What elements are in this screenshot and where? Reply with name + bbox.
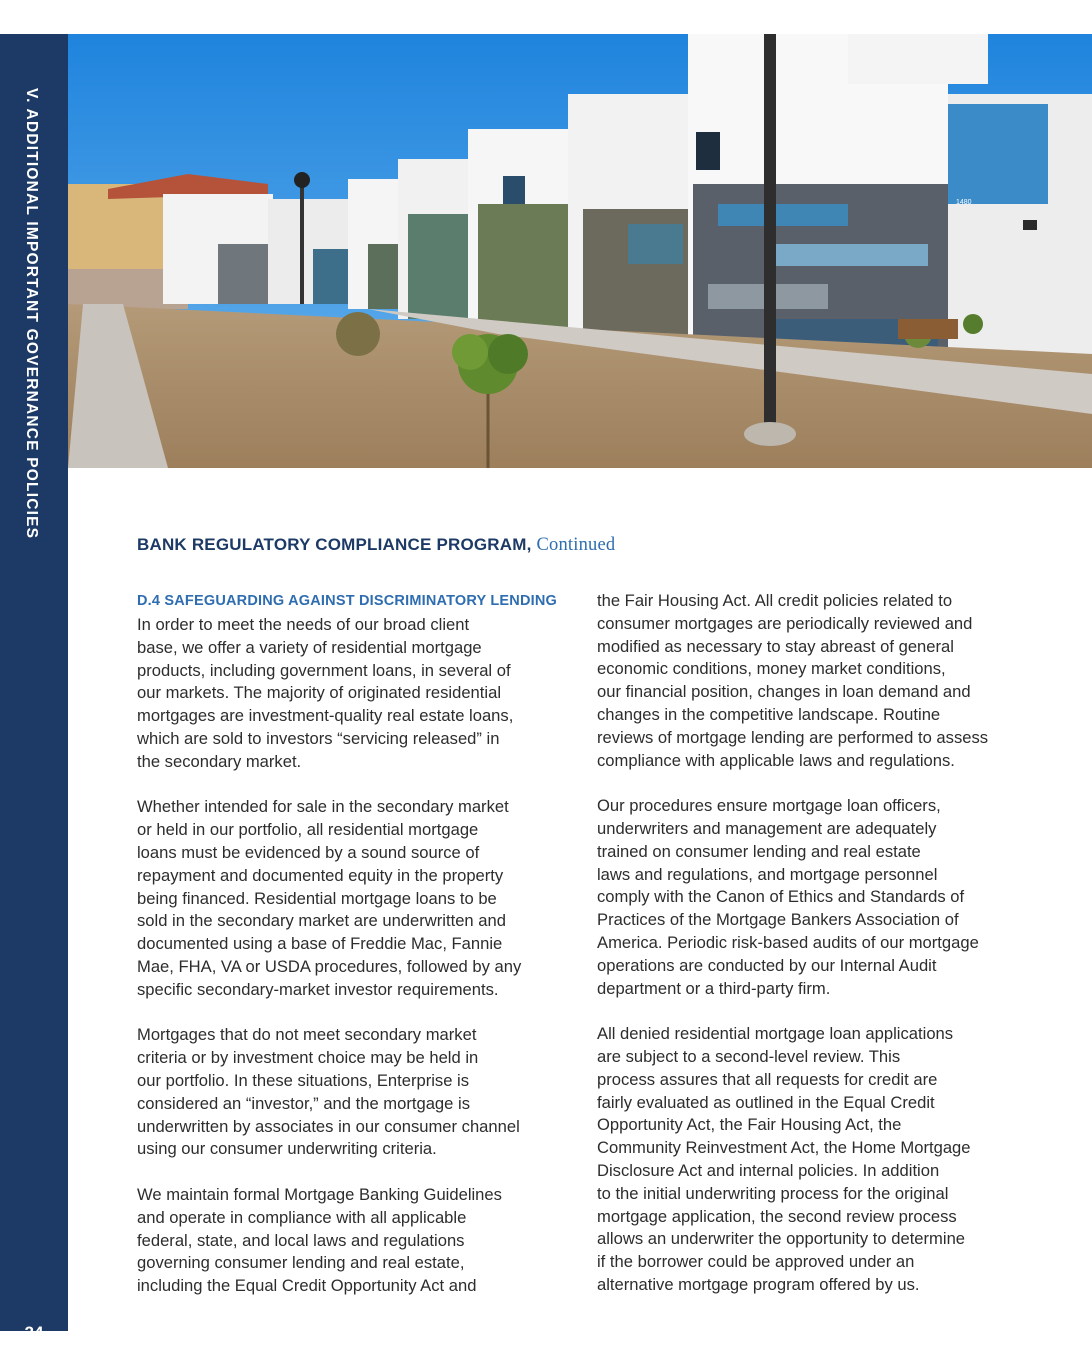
text-line: Our procedures ensure mortgage loan officers,	[597, 796, 941, 816]
text-line: and operate in compliance with all applicable	[137, 1207, 467, 1227]
text-line: modified as necessary to stay abreast of general	[597, 636, 954, 656]
text-line: base, we offer a variety of residential mortgage	[137, 637, 482, 657]
text-line: allows an underwriter the opportunity to determine	[597, 1229, 966, 1249]
housing-development-photo	[68, 34, 1092, 468]
text-line: including the Equal Credit Opportunity Act and	[137, 1276, 477, 1296]
text-line: being financed. Residential mortgage loans to be	[137, 888, 497, 908]
text-line: laws and regulations, and mortgage personnel	[597, 864, 938, 884]
section-heading	[137, 535, 615, 556]
text-line: mortgages are investment-quality real estate loans,	[137, 706, 514, 726]
text-line: the Fair Housing Act. All credit policies related to	[597, 591, 953, 610]
text-line: Mortgages that do not meet secondary market	[137, 1025, 477, 1045]
paragraph	[137, 1184, 565, 1298]
paragraph	[137, 796, 565, 1001]
text-line: to the initial underwriting process for the original	[597, 1183, 949, 1203]
text-line: fairly evaluated as outlined in the Equal Credit	[597, 1092, 935, 1112]
text-line: if the borrower could be approved under an	[597, 1252, 915, 1272]
paragraph	[137, 614, 565, 774]
paragraph	[597, 1023, 1037, 1297]
right-paragraphs	[597, 590, 1037, 1297]
text-line: mortgage application, the second review process	[597, 1206, 957, 1226]
text-line: criteria or by investment choice may be held in	[137, 1048, 479, 1068]
text-line: our markets. The majority of originated residential	[137, 683, 502, 703]
text-line: trained on consumer lending and real estate	[597, 841, 921, 861]
text-line: changes in the competitive landscape. Routine	[597, 704, 941, 724]
paragraph	[597, 590, 1037, 772]
text-line: America. Periodic risk-based audits of our mortgage	[597, 932, 979, 952]
text-line: considered an “investor,” and the mortgage is	[137, 1093, 470, 1113]
left-column	[137, 590, 565, 1321]
paragraph	[597, 795, 1037, 1000]
text-line: products, including government loans, in several of	[137, 660, 511, 680]
text-line: consumer mortgages are periodically reviewed and	[597, 613, 973, 633]
text-line: specific secondary-market investor requirements.	[137, 979, 499, 999]
text-line: sold in the secondary market are underwritten and	[137, 911, 506, 931]
heading-continued: Continued	[536, 535, 616, 555]
text-line: comply with the Canon of Ethics and Standards of	[597, 887, 965, 907]
left-paragraphs	[137, 614, 565, 1298]
text-line: repayment and documented equity in the property	[137, 865, 504, 885]
text-line: Practices of the Mortgage Bankers Association of	[597, 910, 959, 930]
text-line: documented using a base of Freddie Mac, Fannie	[137, 934, 503, 954]
text-line: our financial position, changes in loan demand and	[597, 682, 971, 702]
text-line: the secondary market.	[137, 751, 302, 771]
text-line: underwriters and management are adequately	[597, 818, 937, 838]
paragraph	[137, 1024, 565, 1161]
text-line: Disclosure Act and internal policies. In addition	[597, 1160, 940, 1180]
text-line: department or a third-party firm.	[597, 978, 831, 998]
sidebar	[0, 34, 68, 1342]
subheading: D.4 SAFEGUARDING AGAINST DISCRIMINATORY LENDING	[137, 593, 557, 609]
text-line: compliance with applicable laws and regulations.	[597, 750, 955, 770]
text-line: operations are conducted by our Internal Audit	[597, 955, 937, 975]
text-line: alternative mortgage program offered by us.	[597, 1274, 920, 1294]
text-line: process assures that all requests for credit are	[597, 1069, 938, 1089]
text-line: governing consumer lending and real estate,	[137, 1253, 465, 1273]
text-line: economic conditions, money market conditions,	[597, 659, 946, 679]
text-line: We maintain formal Mortgage Banking Guidelines	[137, 1184, 502, 1204]
text-line: Mae, FHA, VA or USDA procedures, followed by any	[137, 956, 522, 976]
section-title: V. ADDITIONAL IMPORTANT GOVERNANCE POLICIES	[23, 88, 40, 540]
text-line: underwritten by associates in our consumer channel	[137, 1116, 520, 1136]
text-line: In order to meet the needs of our broad client	[137, 615, 470, 634]
text-line: are subject to a second-level review. This	[597, 1046, 901, 1066]
text-line: reviews of mortgage lending are performed to assess	[597, 727, 989, 747]
text-line: or held in our portfolio, all residential mortgage	[137, 820, 479, 840]
right-column	[597, 590, 1037, 1320]
text-line: All denied residential mortgage loan applications	[597, 1024, 954, 1044]
text-line: Whether intended for sale in the secondary market	[137, 797, 509, 817]
text-line: our portfolio. In these situations, Enterprise is	[137, 1070, 470, 1090]
text-line: Community Reinvestment Act, the Home Mortgage	[597, 1138, 971, 1158]
text-line: which are sold to investors “servicing released” in	[137, 728, 500, 748]
building-number: 1480	[956, 199, 972, 206]
text-line: loans must be evidenced by a sound source of	[137, 842, 480, 862]
text-line: Opportunity Act, the Fair Housing Act, the	[597, 1115, 902, 1135]
text-line: federal, state, and local laws and regulations	[137, 1230, 465, 1250]
page-number: 24	[24, 1323, 44, 1342]
heading-main: BANK REGULATORY COMPLIANCE PROGRAM,	[137, 535, 537, 554]
text-line: using our consumer underwriting criteria.	[137, 1139, 437, 1159]
